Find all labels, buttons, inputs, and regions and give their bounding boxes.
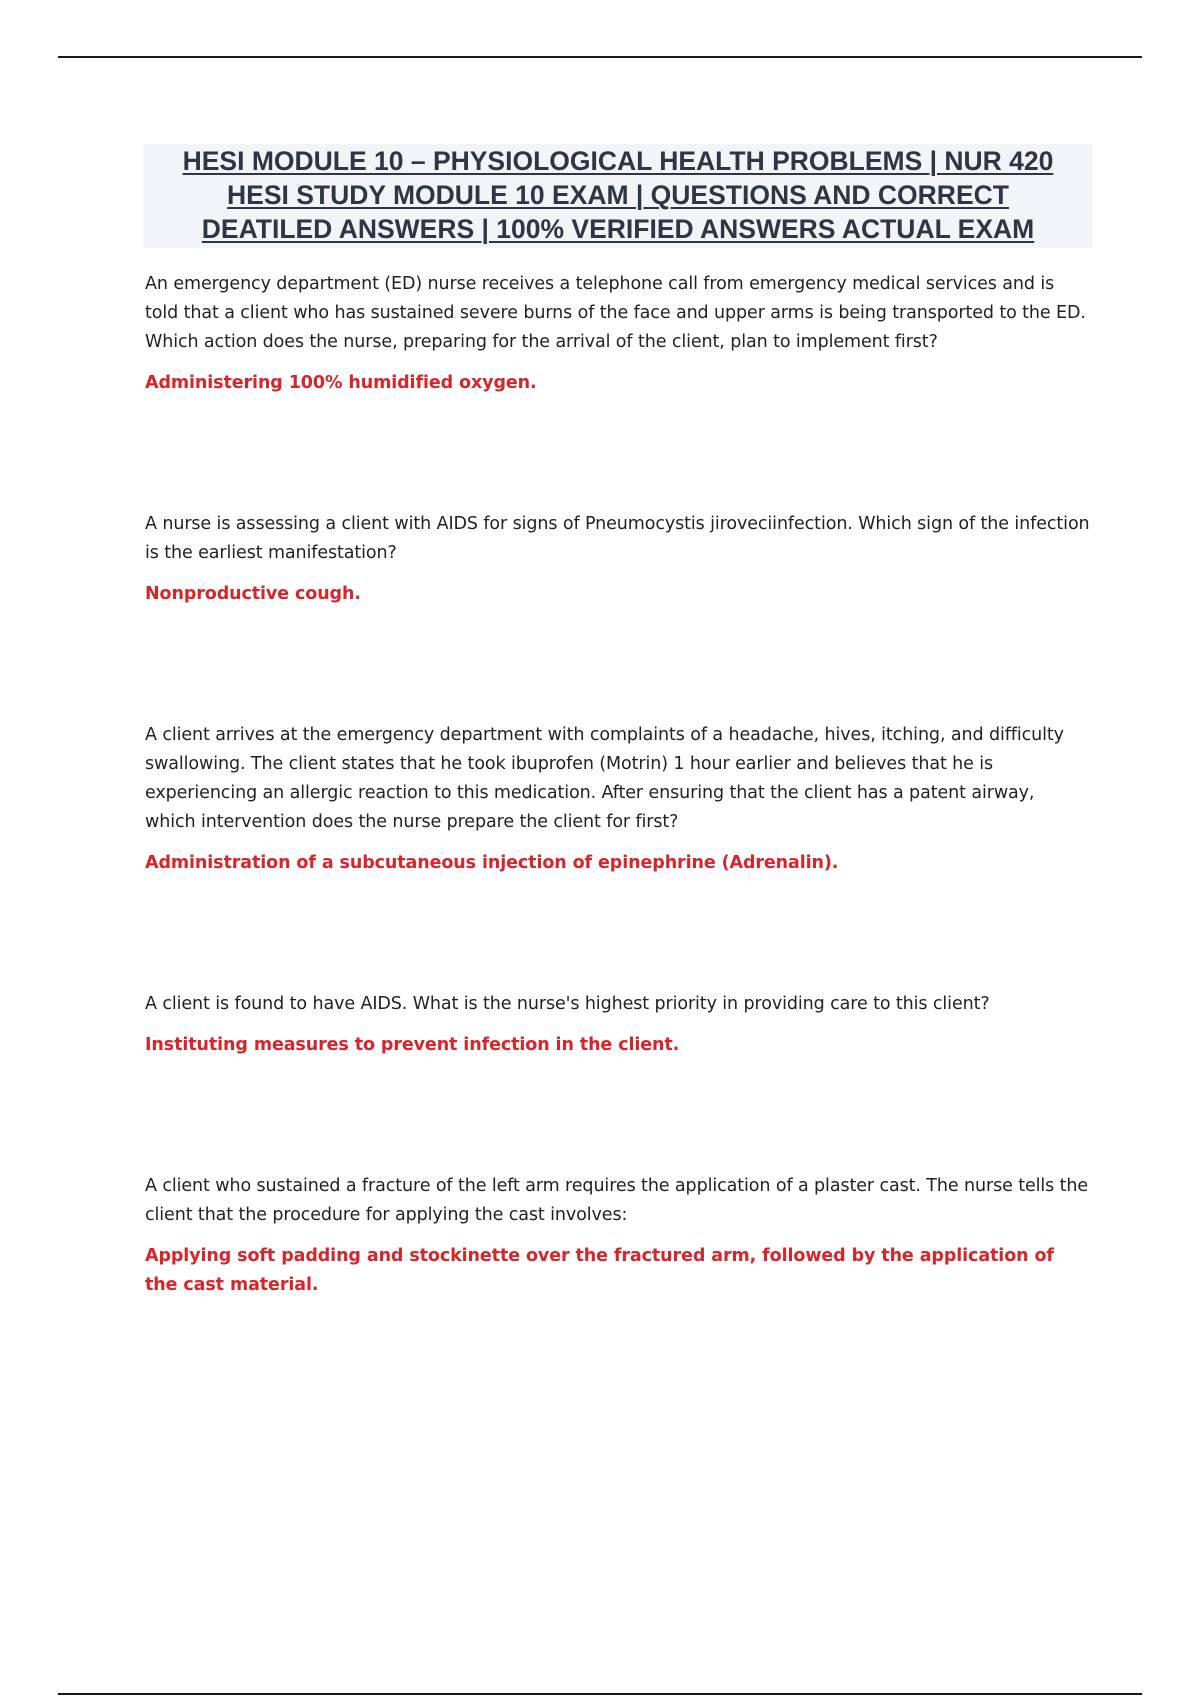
top-rule [58, 56, 1142, 58]
title-line-2: HESI STUDY MODULE 10 EXAM | QUESTIONS AND CORRECT [227, 180, 1009, 210]
qa-item-3 [145, 721, 1090, 878]
bottom-rule [58, 1693, 1142, 1695]
qa-item-1 [145, 270, 1090, 398]
qa-item-2 [145, 510, 1090, 609]
qa-item-5 [145, 1172, 1090, 1300]
question-text: A client is found to have AIDS. What is the nurse's highest priority in providing care to this client? [145, 994, 990, 1014]
answer-text: Administering 100% humidified oxygen. [145, 373, 537, 393]
answer-text: Applying soft padding and stockinette over the fractured arm, followed by the application of the cast material. [145, 1246, 1054, 1295]
question-text: A client arrives at the emergency department with complaints of a headache, hives, itching, and difficulty swallowing. The client states that he took ibuprofen (Motrin) 1 hour earlier and believes that he is experiencing an allergic reaction to this medication. After ensuring that the client has a patent airway, which intervention does the nurse prepare the client for first? [145, 725, 1064, 832]
title-line-1: HESI MODULE 10 – PHYSIOLOGICAL HEALTH PROBLEMS | NUR 420 [182, 146, 1054, 176]
document-title [143, 144, 1093, 248]
title-line-3: DEATILED ANSWERS | 100% VERIFIED ANSWERS ACTUAL EXAM [201, 214, 1035, 244]
qa-item-4 [145, 990, 1090, 1060]
answer-text: Instituting measures to prevent infection in the client. [145, 1035, 680, 1055]
answer-text: Administration of a subcutaneous injection of epinephrine (Adrenalin). [145, 853, 839, 873]
answer-text: Nonproductive cough. [145, 584, 361, 604]
question-text: An emergency department (ED) nurse receives a telephone call from emergency medical services and is told that a client who has sustained severe burns of the face and upper arms is being transported to the ED. Which action does the nurse, preparing for the arrival of the client, plan to implement first? [145, 274, 1086, 352]
question-text: A client who sustained a fracture of the left arm requires the application of a plaster cast. The nurse tells the client that the procedure for applying the cast involves: [145, 1176, 1089, 1225]
question-text: A nurse is assessing a client with AIDS for signs of Pneumocystis jiroveciinfection. Which sign of the infection is the earliest manifestation? [145, 514, 1090, 563]
